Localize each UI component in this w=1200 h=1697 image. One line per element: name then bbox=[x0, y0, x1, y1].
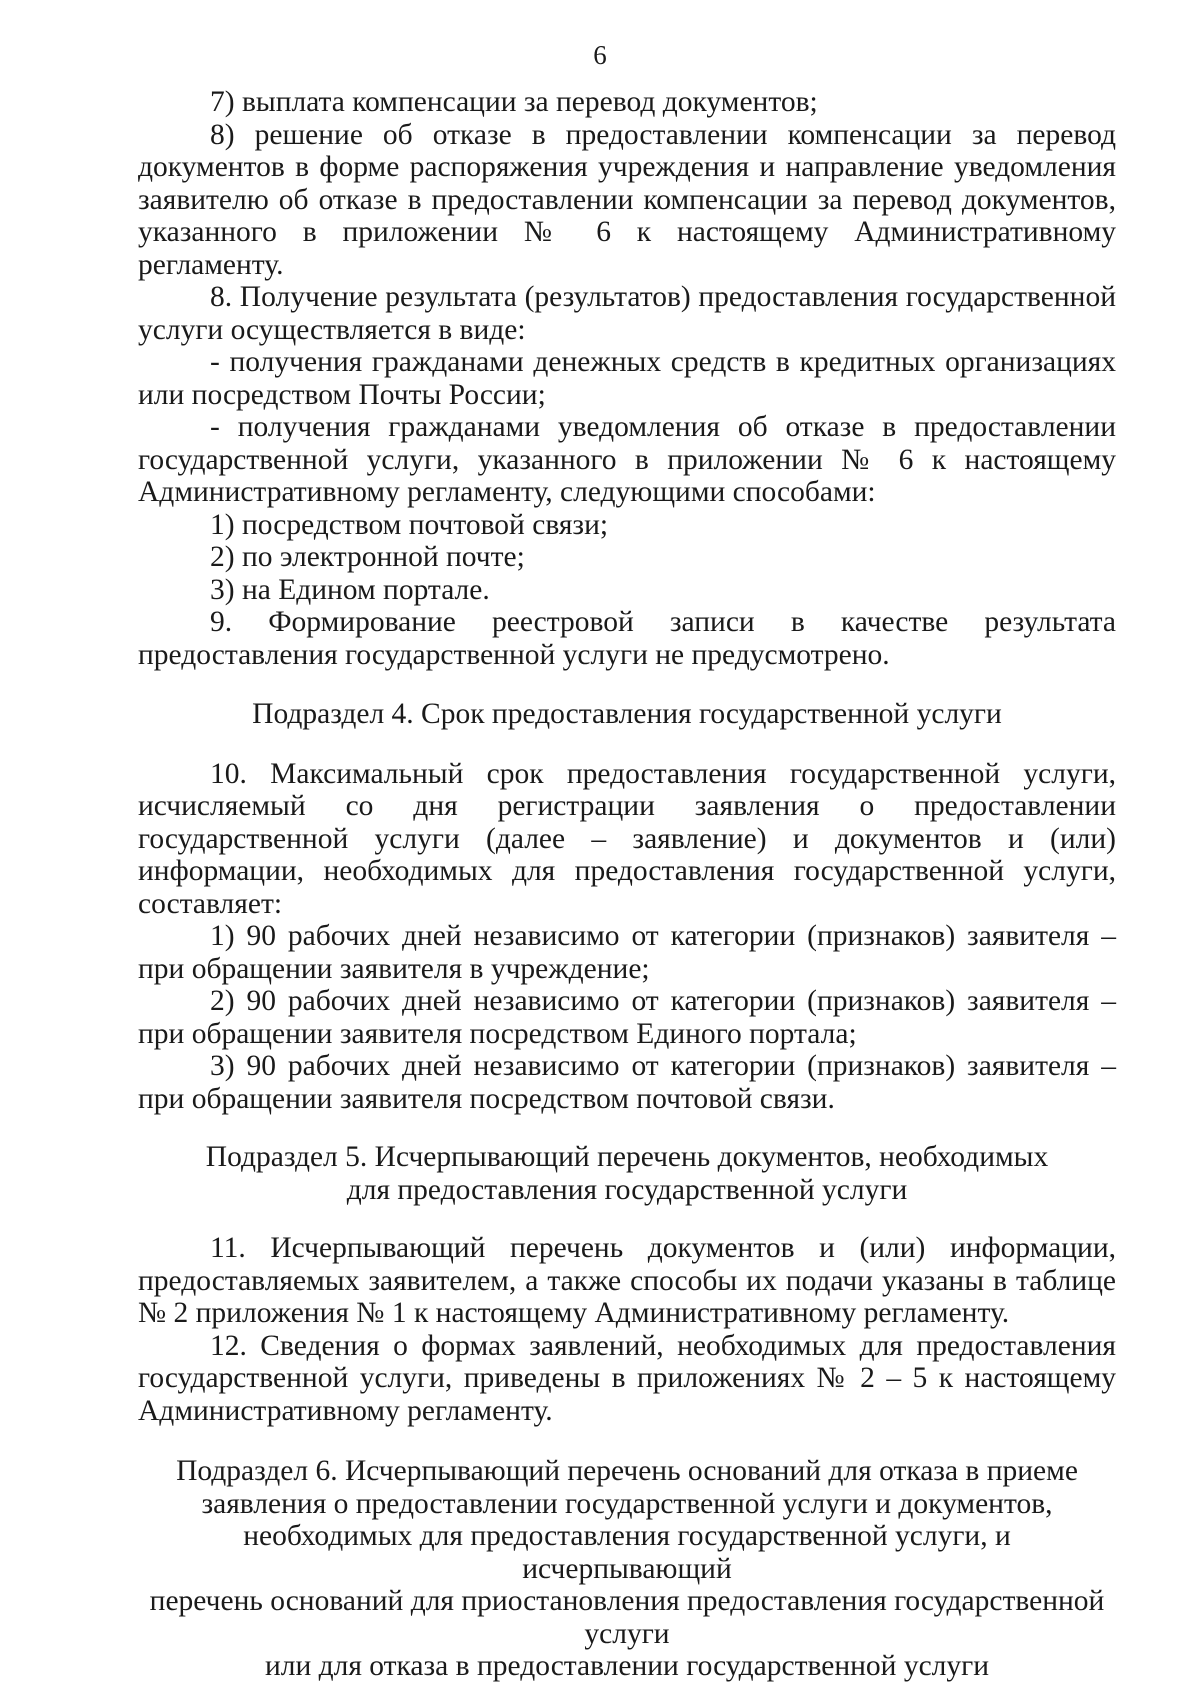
section-6-heading-line: услуги bbox=[584, 1617, 670, 1650]
clause-10: 10. Максимальный срок предоставления государственной услуги, исчисляемый со дня регистрации заявления о предоставлении государственной услуги (далее – заявление) и документов и (или) информации, необходимых для предоставления государственной услуги, составляет: bbox=[138, 757, 1116, 920]
clause-10-item-2: 2) 90 рабочих дней независимо от категории (признаков) заявителя – при обращении заявителя посредством Единого портала; bbox=[138, 985, 1116, 1050]
document-body bbox=[138, 86, 1116, 1683]
clause-8-bullet-1: - получения гражданами денежных средств в кредитных организациях или посредством Почты России; bbox=[138, 346, 1116, 411]
section-6-heading-line: Подраздел 6. Исчерпывающий перечень оснований для отказа в приеме bbox=[176, 1455, 1078, 1487]
section-6-heading-line: или для отказа в предоставлении государственной услуги bbox=[264, 1650, 990, 1682]
section-6-heading-line: необходимых для предоставления государственной услуги, и исчерпывающий bbox=[243, 1520, 1011, 1585]
clause-8: 8. Получение результата (результатов) предоставления государственной услуги осуществляется в виде: bbox=[138, 281, 1116, 346]
section-5-heading bbox=[138, 1141, 1116, 1206]
method-item-1: 1) посредством почтовой связи; bbox=[210, 508, 609, 541]
method-item-2: 2) по электронной почте; bbox=[210, 541, 525, 573]
list-item-7: 7) выплата компенсации за перевод документов; bbox=[210, 86, 818, 118]
page-number: 6 bbox=[593, 40, 607, 70]
section-4-heading: Подраздел 4. Срок предоставления государственной услуги bbox=[252, 698, 1002, 730]
section-6-heading bbox=[138, 1455, 1116, 1683]
clause-10-item-3: 3) 90 рабочих дней независимо от категории (признаков) заявителя – при обращении заявителя посредством почтовой связи. bbox=[138, 1050, 1116, 1115]
method-item-3: 3) на Едином портале. bbox=[210, 573, 490, 606]
clause-8-bullet-2: - получения гражданами уведомления об отказе в предоставлении государственной услуги, указанного в приложении № 6 к настоящему Административному регламенту, следующими способами: bbox=[138, 411, 1116, 508]
section-6-heading-line: заявления о предоставлении государственной услуги и документов, bbox=[201, 1487, 1053, 1520]
section-5-heading-line: для предоставления государственной услуги bbox=[346, 1173, 908, 1206]
list-item-8: 8) решение об отказе в предоставлении компенсации за перевод документов в форме распоряжения учреждения и направление уведомления заявителю об отказе в предоставлении компенсации за перевод документов, указанного в приложении № 6 к настоящему Административному регламенту. bbox=[138, 118, 1116, 281]
clause-10-item-1: 1) 90 рабочих дней независимо от категории (признаков) заявителя – при обращении заявителя в учреждение; bbox=[138, 920, 1116, 985]
clause-9: 9. Формирование реестровой записи в качестве результата предоставления государственной услуги не предусмотрено. bbox=[138, 606, 1116, 671]
section-6-heading-line: перечень оснований для приостановления предоставления государственной bbox=[149, 1585, 1105, 1617]
section-5-heading-line: Подраздел 5. Исчерпывающий перечень документов, необходимых bbox=[205, 1141, 1049, 1173]
clause-12: 12. Сведения о формах заявлений, необходимых для предоставления государственной услуги, приведены в приложениях № 2 – 5 к настоящему Административному регламенту. bbox=[138, 1329, 1116, 1427]
clause-11: 11. Исчерпывающий перечень документов и (или) информации, предоставляемых заявителем, а также способы их подачи указаны в таблице № 2 приложения № 1 к настоящему Административному регламенту. bbox=[138, 1232, 1116, 1329]
